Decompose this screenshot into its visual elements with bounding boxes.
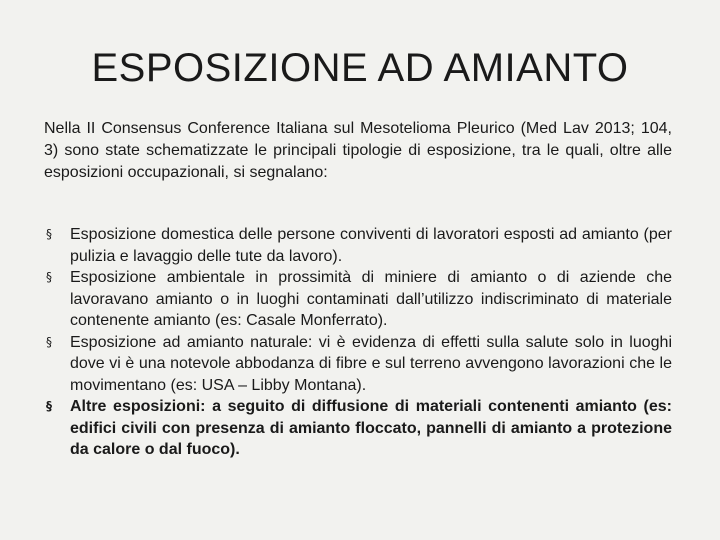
bullet-marker-icon: § — [46, 399, 52, 413]
bullet-item-natural — [44, 332, 672, 397]
bullet-text: Esposizione domestica delle persone conviventi di lavoratori esposti ad amianto (per pulizia e lavaggio delle tute da lavoro). — [70, 226, 672, 265]
bullet-item-other — [44, 396, 672, 461]
bullet-list — [44, 224, 672, 461]
intro-paragraph: Nella II Consensus Conference Italiana sul Mesotelioma Pleurico (Med Lav 2013; 104, 3) sono state schematizzate le principali tipologie di esposizione, tra le quali, oltre alle esposizioni occupazionali, si segnalano: — [44, 120, 672, 181]
bullet-item-environmental — [44, 267, 672, 332]
slide-title: ESPOSIZIONE AD AMIANTO — [91, 46, 629, 90]
bullet-item-domestic — [44, 224, 672, 267]
bullet-text: Esposizione ambientale in prossimità di miniere di amianto o di aziende che lavoravano amianto o in luoghi contaminati dall’utilizzo indiscriminato di materiale contenente amianto (es: Casale Monferrato). — [70, 269, 672, 329]
bullet-marker-icon: § — [46, 270, 52, 284]
bullet-text: Altre esposizioni: a seguito di diffusione di materiali contenenti amianto (es: edifici civili con presenza di amianto floccato, pannelli di amianto a protezione da calore o dal fuoco). — [70, 398, 672, 458]
bullet-marker-icon: § — [46, 334, 52, 349]
bullet-marker-icon: § — [46, 227, 52, 241]
bullet-text: Esposizione ad amianto naturale: vi è evidenza di effetti sulla salute solo in luoghi dove vi è una notevole abbodanza di fibre e sul terreno avvengono lavorazioni che le movimentano (es: USA – Libby Montana). — [70, 333, 672, 394]
